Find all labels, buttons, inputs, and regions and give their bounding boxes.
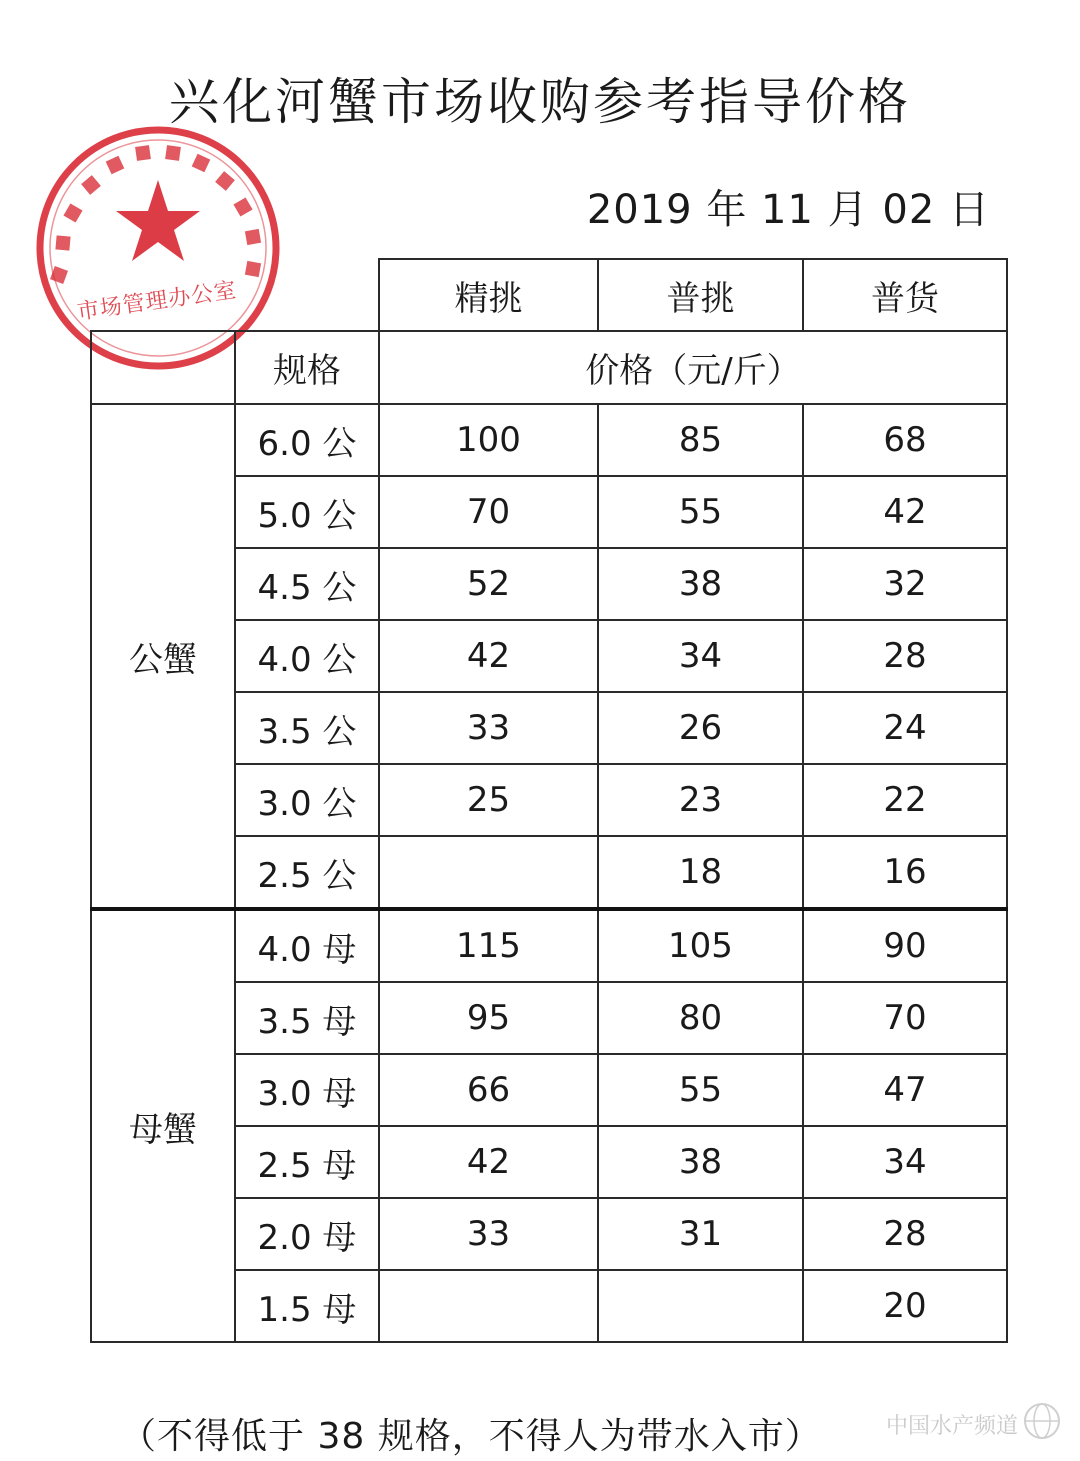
price-cell: 90	[803, 909, 1007, 982]
price-cell: 31	[598, 1198, 803, 1270]
spec-cell: 6.0 公	[235, 404, 379, 476]
price-cell: 70	[803, 982, 1007, 1054]
price-cell: 28	[803, 620, 1007, 692]
price-cell: 38	[598, 548, 803, 620]
watermark-text: 中国水产频道	[886, 1414, 1019, 1439]
globe-icon	[1022, 1401, 1062, 1441]
price-cell: 80	[598, 982, 803, 1054]
price-cell: 42	[803, 476, 1007, 548]
price-cell: 34	[598, 620, 803, 692]
group-label: 母蟹	[91, 909, 235, 1342]
spec-cell: 3.5 母	[235, 982, 379, 1054]
document-date: 2019 年 11 月 02 日	[586, 187, 990, 233]
price-cell: 16	[803, 836, 1007, 909]
spec-cell: 3.0 母	[235, 1054, 379, 1126]
price-cell: 20	[803, 1270, 1007, 1342]
price-cell: 34	[803, 1126, 1007, 1198]
price-cell: 22	[803, 764, 1007, 836]
price-cell	[379, 1270, 598, 1342]
price-cell: 52	[379, 548, 598, 620]
page-title: 兴化河蟹市场收购参考指导价格	[169, 73, 911, 131]
price-cell: 55	[598, 476, 803, 548]
price-unit-header: 价格（元/斤）	[379, 331, 1007, 404]
header-empty-cell	[91, 331, 235, 404]
price-cell: 95	[379, 982, 598, 1054]
spec-cell: 2.5 母	[235, 1126, 379, 1198]
spec-cell: 5.0 公	[235, 476, 379, 548]
grade-header-puhuo: 普货	[803, 259, 1007, 331]
spec-cell: 4.0 公	[235, 620, 379, 692]
price-cell: 55	[598, 1054, 803, 1126]
spec-cell: 4.5 公	[235, 548, 379, 620]
price-cell: 33	[379, 1198, 598, 1270]
spec-cell: 1.5 母	[235, 1270, 379, 1342]
price-cell: 23	[598, 764, 803, 836]
spec-cell: 2.0 母	[235, 1198, 379, 1270]
spec-cell: 4.0 母	[235, 909, 379, 982]
price-cell: 68	[803, 404, 1007, 476]
watermark	[886, 1399, 1066, 1451]
footnote: （不得低于 38 规格，不得人为带水入市）	[120, 1416, 822, 1457]
table-row	[91, 909, 1007, 982]
price-cell	[379, 836, 598, 909]
grade-header-jingtiao: 精挑	[379, 259, 598, 331]
price-cell: 42	[379, 620, 598, 692]
price-cell: 32	[803, 548, 1007, 620]
price-cell: 28	[803, 1198, 1007, 1270]
price-cell: 100	[379, 404, 598, 476]
price-cell: 66	[379, 1054, 598, 1126]
spec-cell: 2.5 公	[235, 836, 379, 909]
seal-center-text: 市场管理办公室	[75, 277, 239, 326]
group-label: 公蟹	[91, 404, 235, 909]
price-cell: 26	[598, 692, 803, 764]
price-cell: 24	[803, 692, 1007, 764]
price-cell	[598, 1270, 803, 1342]
price-cell: 18	[598, 836, 803, 909]
price-cell: 38	[598, 1126, 803, 1198]
price-cell: 25	[379, 764, 598, 836]
table-row	[91, 404, 1007, 476]
price-cell: 115	[379, 909, 598, 982]
price-cell: 105	[598, 909, 803, 982]
grade-header-row	[91, 259, 1007, 331]
price-cell: 85	[598, 404, 803, 476]
price-table	[90, 258, 1008, 1343]
header-corner	[91, 259, 379, 331]
seal-star-icon	[116, 180, 200, 261]
price-cell: 42	[379, 1126, 598, 1198]
spec-cell: 3.0 公	[235, 764, 379, 836]
spec-cell: 3.5 公	[235, 692, 379, 764]
grade-header-putiao: 普挑	[598, 259, 803, 331]
spec-header: 规格	[235, 331, 379, 404]
price-cell: 47	[803, 1054, 1007, 1126]
price-cell: 33	[379, 692, 598, 764]
price-cell: 70	[379, 476, 598, 548]
unit-header-row	[91, 331, 1007, 404]
